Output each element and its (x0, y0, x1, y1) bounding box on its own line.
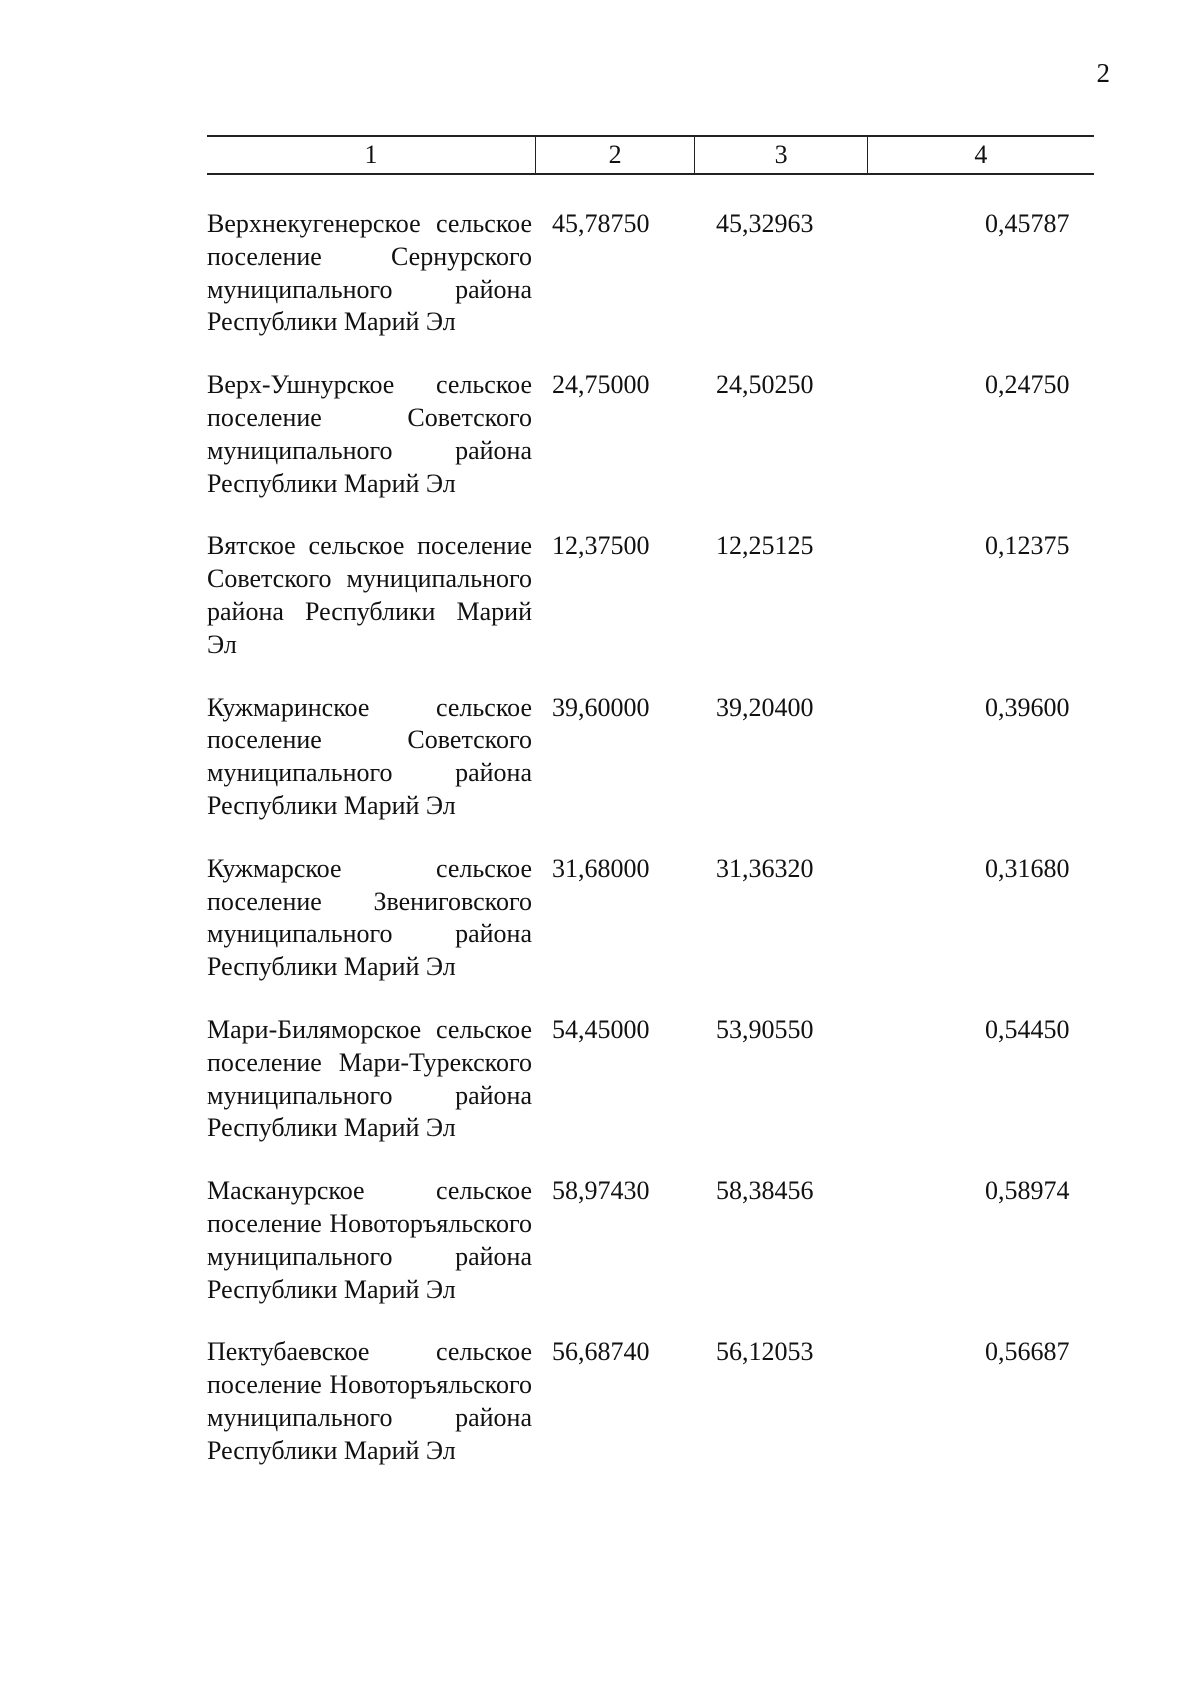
value-col-3: 31,36320 (716, 853, 814, 883)
value-col-2: 31,68000 (552, 853, 650, 883)
value-col-3: 45,32963 (716, 209, 814, 238)
page-number: 2 (1096, 58, 1110, 88)
table-header (207, 135, 1094, 175)
header-col-4: 4 (867, 137, 1094, 173)
value-col-4: 0,45787 (985, 209, 1070, 238)
settlement-name: Вятское сельское поселение Советского муниципального района Республики Марий Эл (207, 531, 532, 659)
value-col-4: 0,24750 (985, 370, 1070, 400)
value-col-3: 12,25125 (716, 531, 814, 561)
value-col-4: 0,54450 (985, 1014, 1070, 1044)
table-row (207, 692, 1094, 823)
value-col-4: 0,12375 (985, 531, 1070, 561)
value-col-4: 0,58974 (985, 1176, 1070, 1206)
settlement-name: Кужмаринское сельское поселение Советского муниципального района Республики Марий Эл (207, 692, 532, 820)
settlement-name: Пектубаевское сельское поселение Новоторъяльского муниципального района Республики Марий Эл (207, 1337, 532, 1465)
settlement-name: Кужмарское сельское поселение Звениговского муниципального района Республики Марий Эл (207, 853, 532, 982)
table-row (207, 1175, 1094, 1306)
table-body (207, 208, 1094, 1468)
value-col-3: 53,90550 (716, 1014, 814, 1044)
table-row (207, 530, 1094, 661)
value-col-2: 45,78750 (552, 209, 650, 238)
table-row (207, 208, 1094, 339)
settlement-name: Масканурское сельское поселение Новоторъяльского муниципального района Республики Марий Эл (207, 1176, 532, 1304)
table-row (207, 1014, 1094, 1145)
table-row (207, 853, 1094, 984)
table-row (207, 1336, 1094, 1467)
value-col-4: 0,31680 (985, 853, 1070, 883)
settlement-name: Мари-Биляморское сельское поселение Мари-Турекского муниципального района Республики Марий Эл (207, 1014, 532, 1143)
settlement-name: Верхнекугенерское сельское поселение Сернурского муниципального района Республики Марий Эл (207, 209, 532, 337)
value-col-3: 58,38456 (716, 1176, 814, 1206)
value-col-4: 0,56687 (985, 1337, 1070, 1367)
value-col-3: 39,20400 (716, 692, 814, 722)
value-col-2: 39,60000 (552, 692, 650, 722)
value-col-2: 58,97430 (552, 1176, 650, 1206)
value-col-2: 54,45000 (552, 1014, 650, 1044)
header-col-2: 2 (535, 137, 694, 173)
data-table (207, 135, 1094, 1498)
value-col-2: 24,75000 (552, 370, 650, 400)
value-col-2: 56,68740 (552, 1337, 650, 1367)
header-col-1: 1 (364, 140, 378, 169)
value-col-3: 24,50250 (716, 370, 814, 400)
settlement-name: Верх-Ушнурское сельское поселение Советского муниципального района Республики Марий Эл (207, 370, 532, 498)
header-col-3: 3 (694, 137, 866, 173)
value-col-4: 0,39600 (985, 692, 1070, 722)
table-row (207, 369, 1094, 500)
value-col-2: 12,37500 (552, 531, 650, 561)
value-col-3: 56,12053 (716, 1337, 814, 1367)
